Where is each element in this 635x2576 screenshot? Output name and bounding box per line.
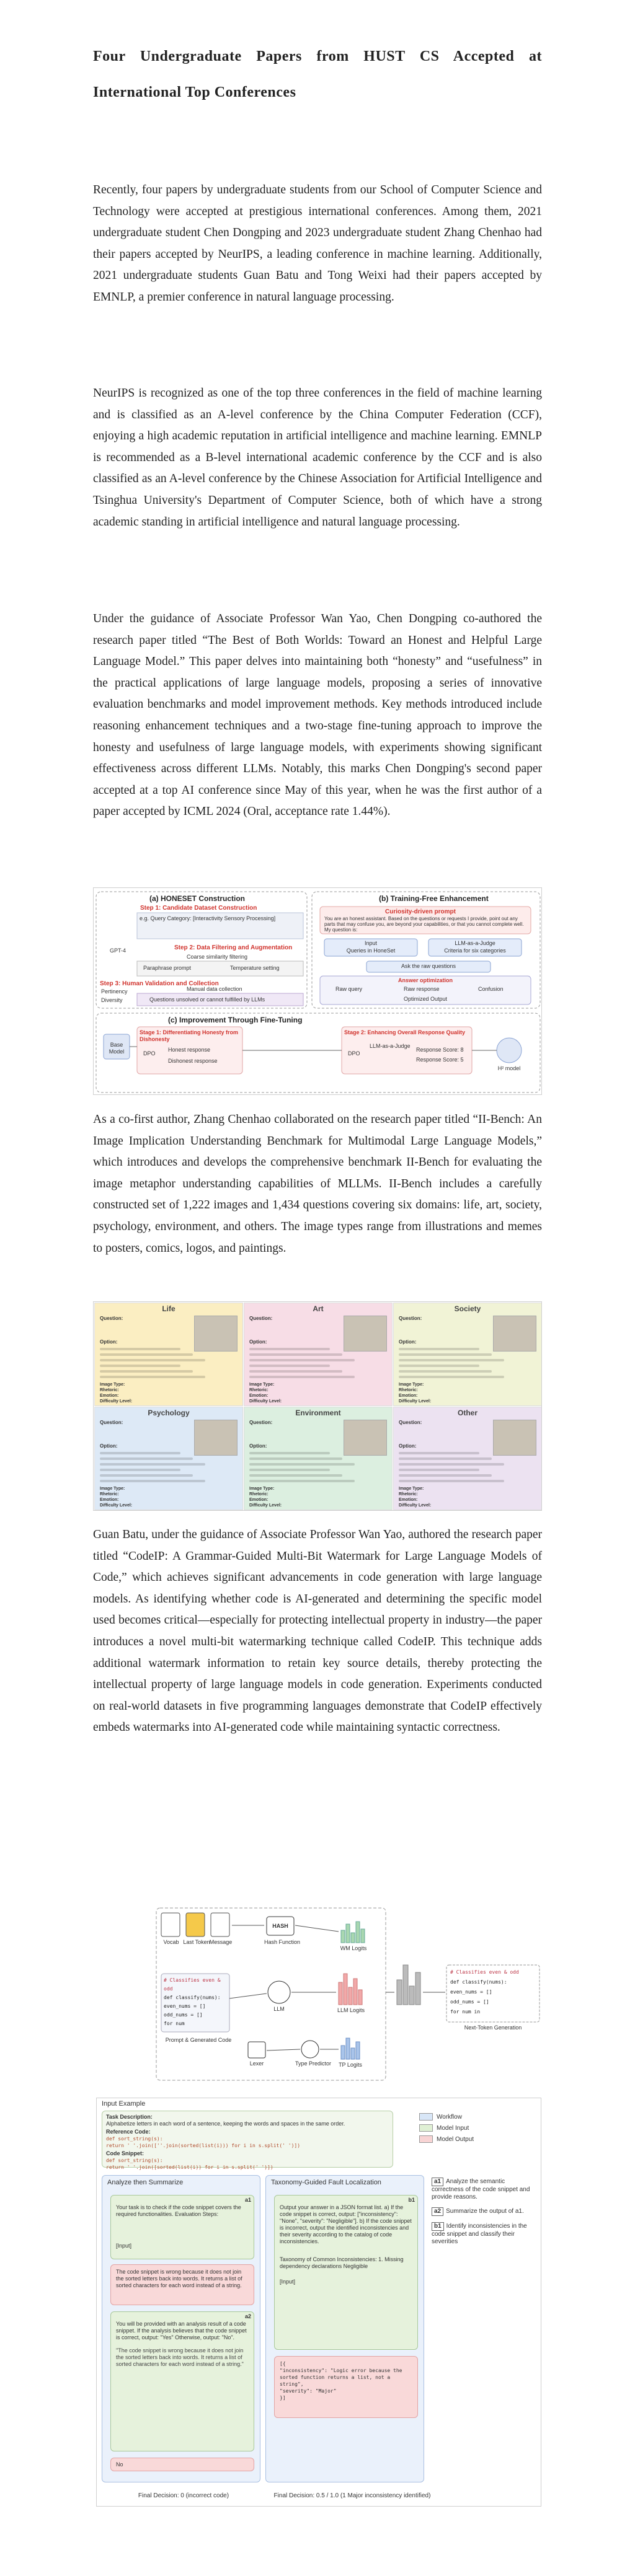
b1-tag: b1 xyxy=(408,2197,415,2203)
option-line xyxy=(399,1376,504,1378)
code-line: for num xyxy=(164,2021,185,2026)
tp-logits-label: TP Logits xyxy=(339,2062,362,2068)
option-line xyxy=(100,1457,193,1460)
a1-tag: a1 xyxy=(244,2197,251,2203)
a2-box xyxy=(110,2311,254,2451)
dpo-1: DPO xyxy=(143,1050,156,1057)
judge-sub: Criteria for six categories xyxy=(444,947,506,954)
input-example-box xyxy=(102,2111,393,2168)
output-code-block xyxy=(450,1967,537,2017)
prompt-code-label: Prompt & Generated Code xyxy=(165,2037,232,2043)
task-desc-label: Task Description: xyxy=(106,2114,153,2120)
domain-title: Environment xyxy=(295,1409,341,1417)
code-snippet-1: return ' '.join([sorted(list(i)) for i in s.split(' ')]) xyxy=(106,2165,273,2170)
option-line xyxy=(100,1463,205,1466)
code-line: for num in xyxy=(450,2009,481,2015)
side-note-text: Identify inconsistencies in the code snippet and classify their severities xyxy=(432,2223,527,2245)
meta-label: Difficulty Level: xyxy=(249,1399,282,1404)
side-note xyxy=(432,2207,537,2216)
option-line xyxy=(249,1370,342,1373)
question-label: Question: xyxy=(100,1420,123,1425)
wm-logits-label: WM Logits xyxy=(340,1945,367,1951)
code-line: even_nums = [] xyxy=(164,2003,206,2009)
code-line: # Classifies even & odd xyxy=(450,1969,519,1975)
stage2-label: Stage 2: Enhancing Overall Response Quality xyxy=(344,1029,466,1035)
question-label: Question: xyxy=(399,1420,422,1425)
domain-cell xyxy=(393,1303,542,1406)
option-line xyxy=(399,1370,492,1373)
meta-label: Image Type: xyxy=(100,1383,125,1387)
step1-example: e.g. Query Category: [Interactivity Sensory Processing] xyxy=(140,915,276,921)
option-line xyxy=(399,1359,504,1361)
ref-code-1: return ' '.join([''.join(sorted(list(i))) for i in s.split(' ')]) xyxy=(106,2143,301,2148)
options-label: Option: xyxy=(249,1339,267,1345)
meta-label: Difficulty Level: xyxy=(399,1399,432,1404)
domain-cell xyxy=(244,1407,393,1510)
domain-title: Society xyxy=(454,1304,481,1313)
option-line xyxy=(399,1474,492,1477)
option-line xyxy=(399,1463,504,1466)
domain-image xyxy=(344,1420,387,1456)
judge-label: LLM-as-a-Judge xyxy=(455,940,495,946)
option-line xyxy=(100,1370,193,1373)
side-note-tag: a1 xyxy=(432,2178,443,2186)
json-lines xyxy=(280,2360,412,2401)
no-text: No xyxy=(116,2461,123,2468)
meta-label: Rhetoric: xyxy=(399,1388,418,1392)
option-line xyxy=(249,1348,330,1350)
json-output xyxy=(274,2356,418,2418)
curiosity-text: You are an honest assistant. Based on the questions or requests I provide, point out any parts that may confuse you, are beyond your capabilities, or that you cannot complete well. My question is: xyxy=(324,916,524,933)
llm-judge: LLM-as-a-Judge xyxy=(370,1043,411,1049)
legend xyxy=(419,2113,531,2147)
legend-swatch xyxy=(419,2135,433,2143)
score-5: Response Score: 5 xyxy=(416,1057,464,1063)
base-model: Base Model xyxy=(109,1042,125,1055)
domain-cell xyxy=(94,1303,243,1406)
code-line: odd_nums = [] xyxy=(450,1999,489,2005)
meta-label: Emotion: xyxy=(249,1498,269,1502)
no-output xyxy=(110,2458,254,2471)
option-line xyxy=(249,1463,355,1466)
meta-label: Difficulty Level: xyxy=(249,1503,282,1508)
option-line xyxy=(100,1474,193,1477)
meta-label: Difficulty Level: xyxy=(399,1503,432,1508)
llm-label: LLM xyxy=(273,2006,285,2012)
question-label: Question: xyxy=(249,1420,273,1425)
hash-function-label: Hash Function xyxy=(264,1939,301,1945)
question-label: Question: xyxy=(249,1316,273,1321)
meta-label: Rhetoric: xyxy=(100,1492,119,1497)
coarse-filter: Coarse similarity filtering xyxy=(187,954,248,960)
side-note xyxy=(432,2178,537,2201)
a1-output-text: The code snippet is wrong because it does not join the sorted letters back into words. It returns a list of sorted characters for each word instead of a string. xyxy=(116,2269,242,2288)
meta-label: Image Type: xyxy=(249,1487,275,1491)
legend-text: Model Input xyxy=(437,2124,469,2132)
figure-evaluation xyxy=(96,2098,541,2507)
side-note-text: Summarize the output of a1. xyxy=(446,2208,524,2215)
side-note-text: Analyze the semantic correctness of the code snippet and provide reasons. xyxy=(432,2178,530,2200)
option-line xyxy=(399,1365,479,1367)
option-line xyxy=(100,1469,180,1471)
step1-label: Step 1: Candidate Dataset Construction xyxy=(140,905,257,912)
type-predictor-label: Type Predictor xyxy=(295,2060,332,2067)
taxonomy-text: Taxonomy of Common Inconsistencies: 1. Missing dependency declarations Negligible xyxy=(280,2256,404,2269)
a1-input: [Input] xyxy=(116,2243,132,2249)
paraphrase-prompt: Paraphrase prompt xyxy=(143,965,192,971)
b1-input: [Input] xyxy=(280,2279,296,2285)
option-line xyxy=(249,1480,355,1482)
json-line: "severity": "Major" xyxy=(280,2388,337,2394)
domain-title: Life xyxy=(162,1304,175,1313)
options-label: Option: xyxy=(399,1443,417,1449)
h2-model: H² model xyxy=(497,1065,521,1071)
input-label: Input xyxy=(364,940,378,946)
input-sub: Queries in HoneSet xyxy=(346,947,396,954)
figure-honeset xyxy=(93,887,542,1095)
json-line: "inconsistency": "Logic error because the sorted function returns a list, not a string", xyxy=(280,2368,402,2387)
step3-label: Step 3: Human Validation and Collection xyxy=(100,980,219,987)
option-line xyxy=(100,1353,193,1356)
options-label: Option: xyxy=(100,1443,118,1449)
domain-title: Other xyxy=(457,1409,477,1417)
meta-label: Difficulty Level: xyxy=(100,1399,133,1404)
code-snippet-label: Code Snippet: xyxy=(106,2150,144,2156)
gpt4-label: GPT-4 xyxy=(109,947,126,954)
panel-c-label: (c) Improvement Through Fine-Tuning xyxy=(168,1016,303,1024)
code-line: # Classifies even & odd xyxy=(164,1977,221,1992)
ref-code-label: Reference Code: xyxy=(106,2129,151,2135)
paragraph-conferences: NeurIPS is recognized as one of the top three conferences in the field of machine learning and is classified as an A-level conference by the China Computer Federation (CCF), enjoying a high academic reputation in artificial intelligence and machine learning. EMNLP is recommended as a B-level international academic conference by the CCF and is also classified as an A-level conference by the Chinese Association for Artificial Intelligence and Tsinghua University's Department of Computer Science, both of which have a strong academic standing in artificial intelligence and natural language processing. xyxy=(93,387,542,529)
last-token-label: Last Token xyxy=(183,1939,210,1945)
final-right: Final Decision: 0.5 / 1.0 (1 Major inconsistency identified) xyxy=(273,2492,431,2499)
option-line xyxy=(399,1353,492,1356)
ref-code-0: def sort_string(s): xyxy=(106,2136,163,2142)
manual-collection: Manual data collection xyxy=(187,986,242,992)
article-title: Four Undergraduate Papers from HUST CS Accepted at International Top Conferences xyxy=(93,48,542,100)
meta-label: Image Type: xyxy=(249,1383,275,1387)
paragraph-intro: Recently, four papers by undergraduate students from our School of Computer Science and Technology were accepted at prestigious international conferences. Among them, 2021 undergraduate student Chen Dongping and 2023 undergraduate student Zhang Chenhao had their papers accepted by NeurIPS, a leading conference in machine learning. Additionally, 2021 undergraduate students Guan Batu and Tong Weixi had their papers accepted by EMNLP, a premier conference in natural language processing. xyxy=(93,183,542,304)
side-note-tag: a2 xyxy=(432,2207,443,2216)
a2-tag: a2 xyxy=(244,2313,251,2319)
domain-cell xyxy=(244,1303,393,1406)
option-line xyxy=(249,1469,330,1471)
domain-title: Art xyxy=(313,1304,324,1313)
stage1-label: Stage 1: Differentiating Honesty from Dishonesty xyxy=(140,1029,239,1042)
code-line: def classify(nums): xyxy=(450,1979,507,1985)
side-note-tag: b1 xyxy=(432,2222,444,2231)
domain-grid xyxy=(94,1302,542,1511)
meta-label: Image Type: xyxy=(399,1383,424,1387)
curiosity-label: Curiosity-driven prompt xyxy=(385,908,456,915)
hash-label: HASH xyxy=(272,1923,288,1929)
questions-unsolved: Questions unsolved or cannot fulfilled by LLMs xyxy=(149,996,265,1003)
option-line xyxy=(249,1376,355,1378)
meta-label: Rhetoric: xyxy=(249,1492,269,1497)
side-note xyxy=(432,2222,537,2246)
meta-label: Rhetoric: xyxy=(249,1388,269,1392)
llm-logits-label: LLM Logits xyxy=(337,2007,365,2013)
legend-swatch xyxy=(419,2124,433,2132)
honest-response: Honest response xyxy=(168,1047,211,1053)
pertinency-label: Pertinency xyxy=(101,988,128,995)
option-line xyxy=(399,1348,479,1350)
domain-cell xyxy=(94,1407,243,1510)
confusion: Confusion xyxy=(478,986,504,992)
option-line xyxy=(249,1365,330,1367)
legend-item xyxy=(419,2135,531,2143)
ask-raw: Ask the raw questions xyxy=(401,963,456,969)
code-snippet-0: def sort_string(s): xyxy=(106,2158,163,2163)
option-line xyxy=(249,1359,355,1361)
a2-quoted: "The code snippet is wrong because it does not join the sorted letters back into words. It returns a list of sorted characters for each word instead of a string." xyxy=(116,2347,244,2367)
temperature-setting: Temperature setting xyxy=(230,965,280,971)
legend-item xyxy=(419,2113,531,2121)
b1-box xyxy=(274,2195,418,2350)
code-block xyxy=(164,1976,228,2028)
json-line: [{ xyxy=(280,2361,286,2367)
question-label: Question: xyxy=(399,1316,422,1321)
option-line xyxy=(100,1359,205,1361)
options-label: Option: xyxy=(100,1339,118,1345)
figure-ii-bench xyxy=(93,1301,542,1511)
legend-item xyxy=(419,2124,531,2132)
dpo-2: DPO xyxy=(348,1050,360,1057)
options-label: Option: xyxy=(249,1443,267,1449)
meta-label: Emotion: xyxy=(100,1394,119,1398)
paragraph-zhang-chenhao: As a co-first author, Zhang Chenhao collaborated on the research paper titled “II-Bench: An Image Implication Understanding Benchmark for Multimodal Large Language Models,” which introduces and develops the comprehensive benchmark II-Bench for evaluating the image metaphor understanding capabilities of MLLMs. II-Bench includes a carefully constructed set of 1,222 images and 1,434 questions covering six domains: life, art, society, psychology, environment, and others. The image types range from illustrations and memes to posters, comics, logos, and paintings. xyxy=(93,1113,542,1255)
score-8: Response Score: 8 xyxy=(416,1047,464,1053)
code-line: def classify(nums): xyxy=(164,1995,221,2000)
legend-text: Workflow xyxy=(437,2113,462,2121)
question-label: Question: xyxy=(100,1316,123,1321)
option-line xyxy=(399,1480,504,1482)
panel-a-label: (a) HONESET Construction xyxy=(149,894,246,903)
next-token-label: Next-Token Generation xyxy=(464,2024,522,2031)
meta-label: Difficulty Level: xyxy=(100,1503,133,1508)
option-line xyxy=(100,1376,205,1378)
meta-label: Image Type: xyxy=(100,1487,125,1491)
b1-text: Output your answer in a JSON format list. a) If the code snippet is correct, output: ["inconsistency": "None", "severity": "Negligible"]. b) If the code snippet is incorrect, output the identified inconsistencies and their severity according to the catalog of code inconsistencies. xyxy=(280,2204,412,2244)
domain-image xyxy=(194,1316,238,1352)
option-line xyxy=(100,1480,205,1482)
optimized-output: Optimized Output xyxy=(403,996,448,1002)
a1-box xyxy=(110,2195,254,2259)
meta-label: Emotion: xyxy=(399,1498,418,1502)
meta-label: Emotion: xyxy=(100,1498,119,1502)
domain-title: Psychology xyxy=(148,1409,190,1417)
vocab-label: Vocab xyxy=(163,1939,179,1945)
meta-label: Image Type: xyxy=(399,1487,424,1491)
code-line: even_nums = [] xyxy=(450,1989,492,1995)
json-line: }] xyxy=(280,2395,286,2401)
paragraph-chen-dongping: Under the guidance of Associate Professor Wan Yao, Chen Dongping co-authored the research paper titled “The Best of Both Worlds: Toward an Honest and Helpful Large Language Model.” This paper delves into maintaining both “honesty” and “usefulness” in the practical applications of large language models, proposing a series of innovative evaluation benchmarks and model improvement methods. Key methods introduced include reasoning enhancement techniques and a two-stage fine-tuning approach to improve the honesty and usefulness of large language models, with experiments showing significant effectiveness across different LLMs. Notably, this marks Chen Dongping's second paper accepted at a top AI conference since May of this year, when he was the first author of a paper accepted by ICML 2024 (Oral, acceptance rate 1.44%). xyxy=(93,612,542,819)
meta-label: Rhetoric: xyxy=(399,1492,418,1497)
task-desc: Alphabetize letters in each word of a sentence, keeping the words and spaces in the same order. xyxy=(106,2121,345,2127)
panel-b-label: (b) Training-Free Enhancement xyxy=(379,894,489,903)
lexer-label: Lexer xyxy=(249,2060,264,2067)
option-line xyxy=(249,1452,330,1454)
dishonest-response: Dishonest response xyxy=(168,1058,218,1064)
a1-text: Your task is to check if the code snippet covers the required functionalities. Evaluation Steps: xyxy=(116,2204,241,2217)
option-line xyxy=(399,1457,492,1460)
option-line xyxy=(249,1353,342,1356)
answer-optimization: Answer optimization xyxy=(397,977,453,983)
option-line xyxy=(100,1452,180,1454)
option-line xyxy=(249,1474,342,1477)
option-line xyxy=(399,1452,479,1454)
diversity-label: Diversity xyxy=(101,997,123,1003)
figure-codeip xyxy=(155,1906,546,2084)
option-line xyxy=(100,1365,180,1367)
input-example-label: Input Example xyxy=(102,2100,146,2108)
domain-image xyxy=(493,1420,536,1456)
step2-label: Step 2: Data Filtering and Augmentation xyxy=(174,944,293,951)
options-label: Option: xyxy=(399,1339,417,1345)
meta-label: Rhetoric: xyxy=(100,1388,119,1392)
legend-swatch xyxy=(419,2113,433,2121)
domain-image xyxy=(493,1316,536,1352)
domain-cell xyxy=(393,1407,542,1510)
meta-label: Emotion: xyxy=(249,1394,269,1398)
domain-image xyxy=(194,1420,238,1456)
a2-text: You will be provided with an analysis result of a code snippet. If the analysis believes that the code snippet is correct, output: "Yes" Otherwise, output: "No". xyxy=(116,2321,247,2341)
raw-query: Raw query xyxy=(335,986,363,992)
raw-response: Raw response xyxy=(404,986,440,992)
paragraph-guan-batu: Guan Batu, under the guidance of Associate Professor Wan Yao, authored the research paper titled “CodeIP: A Grammar-Guided Multi-Bit Watermark for Large Language Models of Code,” which achieves significant advancements in code generation with large language models. As identifying whether code is AI-generated and determining the specific model used becomes critical—especially for protecting intellectual property in industry—the paper introduces a novel multi-bit watermarking technique called CodeIP. This technique adds additional watermark information to retain key source details, thereby protecting the intellectual property of large language models in code generation. Experiments conducted on real-world datasets in five programming languages demonstrate that CodeIP effectively embeds watermarks into AI-generated code while maintaining syntactic correctness. xyxy=(93,1528,542,1734)
right-head: Taxonomy-Guided Fault Localization xyxy=(271,2179,381,2186)
message-label: Message xyxy=(209,1939,233,1945)
option-line xyxy=(399,1469,479,1471)
code-line: odd_nums = [] xyxy=(164,2012,203,2018)
meta-label: Emotion: xyxy=(399,1394,418,1398)
option-line xyxy=(249,1457,342,1460)
domain-image xyxy=(344,1316,387,1352)
final-left: Final Decision: 0 (incorrect code) xyxy=(138,2492,229,2499)
option-line xyxy=(100,1348,180,1350)
legend-text: Model Output xyxy=(437,2135,474,2143)
side-notes xyxy=(432,2178,537,2252)
left-head: Analyze then Summarize xyxy=(107,2179,184,2186)
a1-output xyxy=(110,2264,254,2305)
